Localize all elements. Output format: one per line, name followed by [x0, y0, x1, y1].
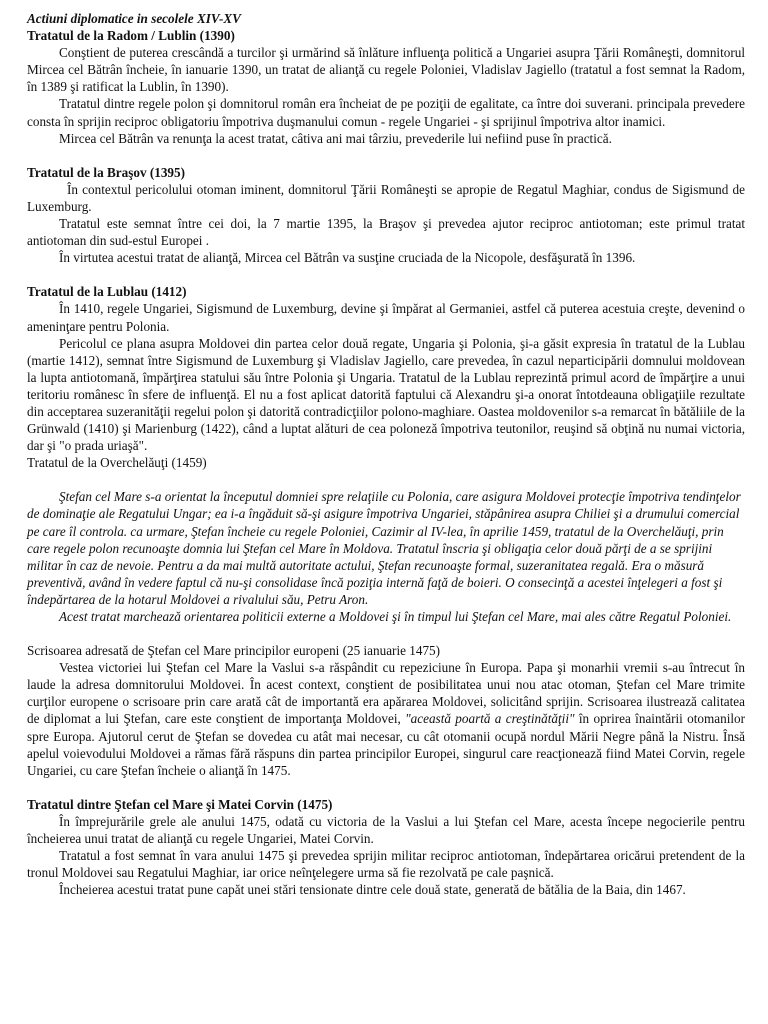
document-title: Actiuni diplomatice in secolele XIV-XV [27, 11, 241, 26]
section-heading: Tratatul de la Braşov (1395) [27, 164, 185, 180]
paragraph: În împrejurările grele ale anului 1475, odată cu victoria de la Vaslui a lui Ştefan cel Mare, acesta începe negocierile pentru încheierea unui tratat de alianţă cu regele Ungariei, Matei Corvin. [27, 813, 745, 847]
section-brasov [27, 164, 745, 267]
spacer [27, 779, 745, 796]
section-heading: Tratatul de la Lublau (1412) [27, 284, 187, 300]
paragraph: Tratatul dintre regele polon şi domnitorul român era încheiat de pe poziţii de egalitate, ca între doi suverani. principala prevedere consta în sprijin reciproc obligatoriu împotriva duşmanului comun - regele Ungariei - şi sprijinul împotriva altor inamici. [27, 96, 745, 129]
paragraph: Tratatul a fost semnat în vara anului 1475 şi prevedea sprijin militar reciproc antiotoman, îndepărtarea oricărui pretendent de la tronul Moldovei sau Regatului Maghiar, iar orice neînţelegere urma să fie rezolvată pe cale paşnică. [27, 848, 745, 881]
section-scrisoarea [27, 642, 745, 779]
paragraph: Încheierea acestui tratat pune capăt unei stări tensionate dintre cele două state, generată de bătălia de la Baia, din 1467. [59, 882, 686, 898]
section-subtitle: Tratatul de la Overchelăuţi (1459) [27, 455, 207, 471]
paragraph: Mircea cel Bătrân va renunţa la acest tratat, câtiva ani mai târziu, prevederile lui nefiind puse în practică. [59, 130, 612, 146]
italic-paragraph: Acest tratat marchează orientarea politicii externe a Moldovei şi în timpul lui Ştefan cel Mare, mai ales către Regatul Poloniei. [59, 609, 732, 624]
spacer [27, 471, 745, 488]
text-run: Vestea victoriei lui Ştefan cel Mare la Vaslui s-a răspândit cu repeziciune în Europa. Papa şi monarhii vremii s-au întrecut în laude la adresa domnitorului Moldovei. În acest context, conştient de posibilitatea unui nou atac otoman, Ştefan cel Mare trimite curţilor europene o scrisoare prin care arată cât de importantă era apărarea Moldovei, solicitând sprijin. Scrisoarea ilustrează calitatea de diplomat a lui Ştefan, care este conştient de importanţa Moldovei, [27, 660, 745, 727]
quote: "această poartă a creştinătăţii" [405, 711, 575, 727]
paragraph [27, 659, 745, 779]
paragraph: Conştient de puterea crescândă a turcilor şi urmărind să înlăture influenţa politică a Ungariei asupra Ţării Româneşti, domnitorul Mircea cel Bătrân încheie, în ianuarie 1390, un tratat de alianţă cu regele Poloniei, Vladislav Jagiello (tratatul a fost semnat la Radom, în 1389 şi ratificat la Lublin, în 1390). [27, 45, 745, 95]
section-matei-corvin [27, 796, 745, 899]
section-overchelauti [27, 488, 745, 625]
section-radom-lublin [27, 27, 745, 147]
paragraph: În contextul pericolului otoman iminent, domnitorul Ţării Româneşti se apropie de Regatul Maghiar, condus de Sigismund de Luxemburg. [27, 181, 745, 214]
section-lublau [27, 283, 745, 471]
spacer [27, 625, 745, 642]
section-subtitle: Scrisoarea adresată de Ştefan cel Mare principilor europeni (25 ianuarie 1475) [27, 643, 441, 659]
section-heading: Tratatul dintre Ştefan cel Mare şi Matei Corvin (1475) [27, 796, 333, 812]
italic-paragraph: Ştefan cel Mare s-a orientat la începutul domniei spre relaţiile cu Polonia, care asigura Moldovei protecţie împotriva tendinţelor de dominaţie ale Regatului Ungar; ea i-a îngăduit să-şi asigure împotriva Ungariei, stăpânirea asupra Chiliei şi a drumului comercial pe care îl controla. ca urmare, Ştefan încheie cu regele Poloniei, Cazimir al IV-lea, în aprilie 1459, tratatul de la Overchelăuţi, prin care regele polon recunoaşte domnia lui Ştefan cel Mare în Moldova. Tratatul înscria şi obligaţia celor două părţi de a se sprijini militar în caz de nevoie. Pentru a da mai multă autoritate actului, Ştefan recunoaşte formal, suzeranitatea regală. Era o măsură preventivă, având în vedere faptul că nu-şi consolidase încă poziţia internă faţă de boieri. O consecinţă a acestei înţelegeri a fost şi îndepărtarea de la hotarul Moldovei a rivalului său, Petru Aron. [27, 489, 741, 607]
section-heading: Tratatul de la Radom / Lublin (1390) [27, 28, 235, 44]
paragraph: Tratatul este semnat între cei doi, la 7 martie 1395, la Braşov şi prevedea ajutor reciproc antiotoman; este primul tratat antiotoman din sud-estul Europei . [27, 216, 745, 249]
text-run: în oprirea înaintării otomanilor spre Europa. Ajutorul cerut de Ştefan se dovedea cu atât mai necesar, cu cât otomanii ocupă nordul Mării Negre până la Nistru. Însă apelul voievodului Moldovei a rămas fără răspuns din partea principilor Europei, singurul care reacţionează fiind Matei Corvin, regele Ungariei, cu care Ştefan încheie o alianţă în 1475. [27, 711, 746, 778]
paragraph: În virtutea acestui tratat de alianţă, Mircea cel Bătrân va susţine cruciada de la Nicopole, desfăşurată în 1396. [59, 250, 636, 266]
spacer [27, 266, 745, 283]
document-page [27, 10, 745, 898]
paragraph: În 1410, regele Ungariei, Sigismund de Luxemburg, devine şi împărat al Germaniei, astfel că puterea acestuia creşte, devenind o ameninţare pentru Polonia. [27, 301, 745, 334]
spacer [27, 147, 745, 164]
paragraph: Pericolul ce plana asupra Moldovei din partea celor două regate, Ungaria şi Polonia, şi-a găsit expresia în tratatul de la Lublau (martie 1412), semnat între Sigismund de Luxemburg şi Vladislav Jagiello, care prevedea, în cazul neparticipării domnului moldovean la lupta antiotomană, împărţirea statului său între Polonia şi Ungaria. Tratatul de la Lublau reprezintă primul acord de împărţire a unui teritoriu românesc în sfere de influenţă. El nu a fost aplicat datorită faptului că Alexandru şi-a onorat întotdeauna obligaţiile rezultate din acceptarea suzeranităţii regelui polon şi datorită contradicţiilor polono-maghiare. Oastea moldovenilor s-a remarcat în bătăliile de la Grünwald (1410) şi Marienburg (1422), când a luptat alături de cea poloneză împotriva teutonilor, reuşind să obţină nu numai victoria, dar şi "o prada uriaşă". [27, 335, 745, 454]
